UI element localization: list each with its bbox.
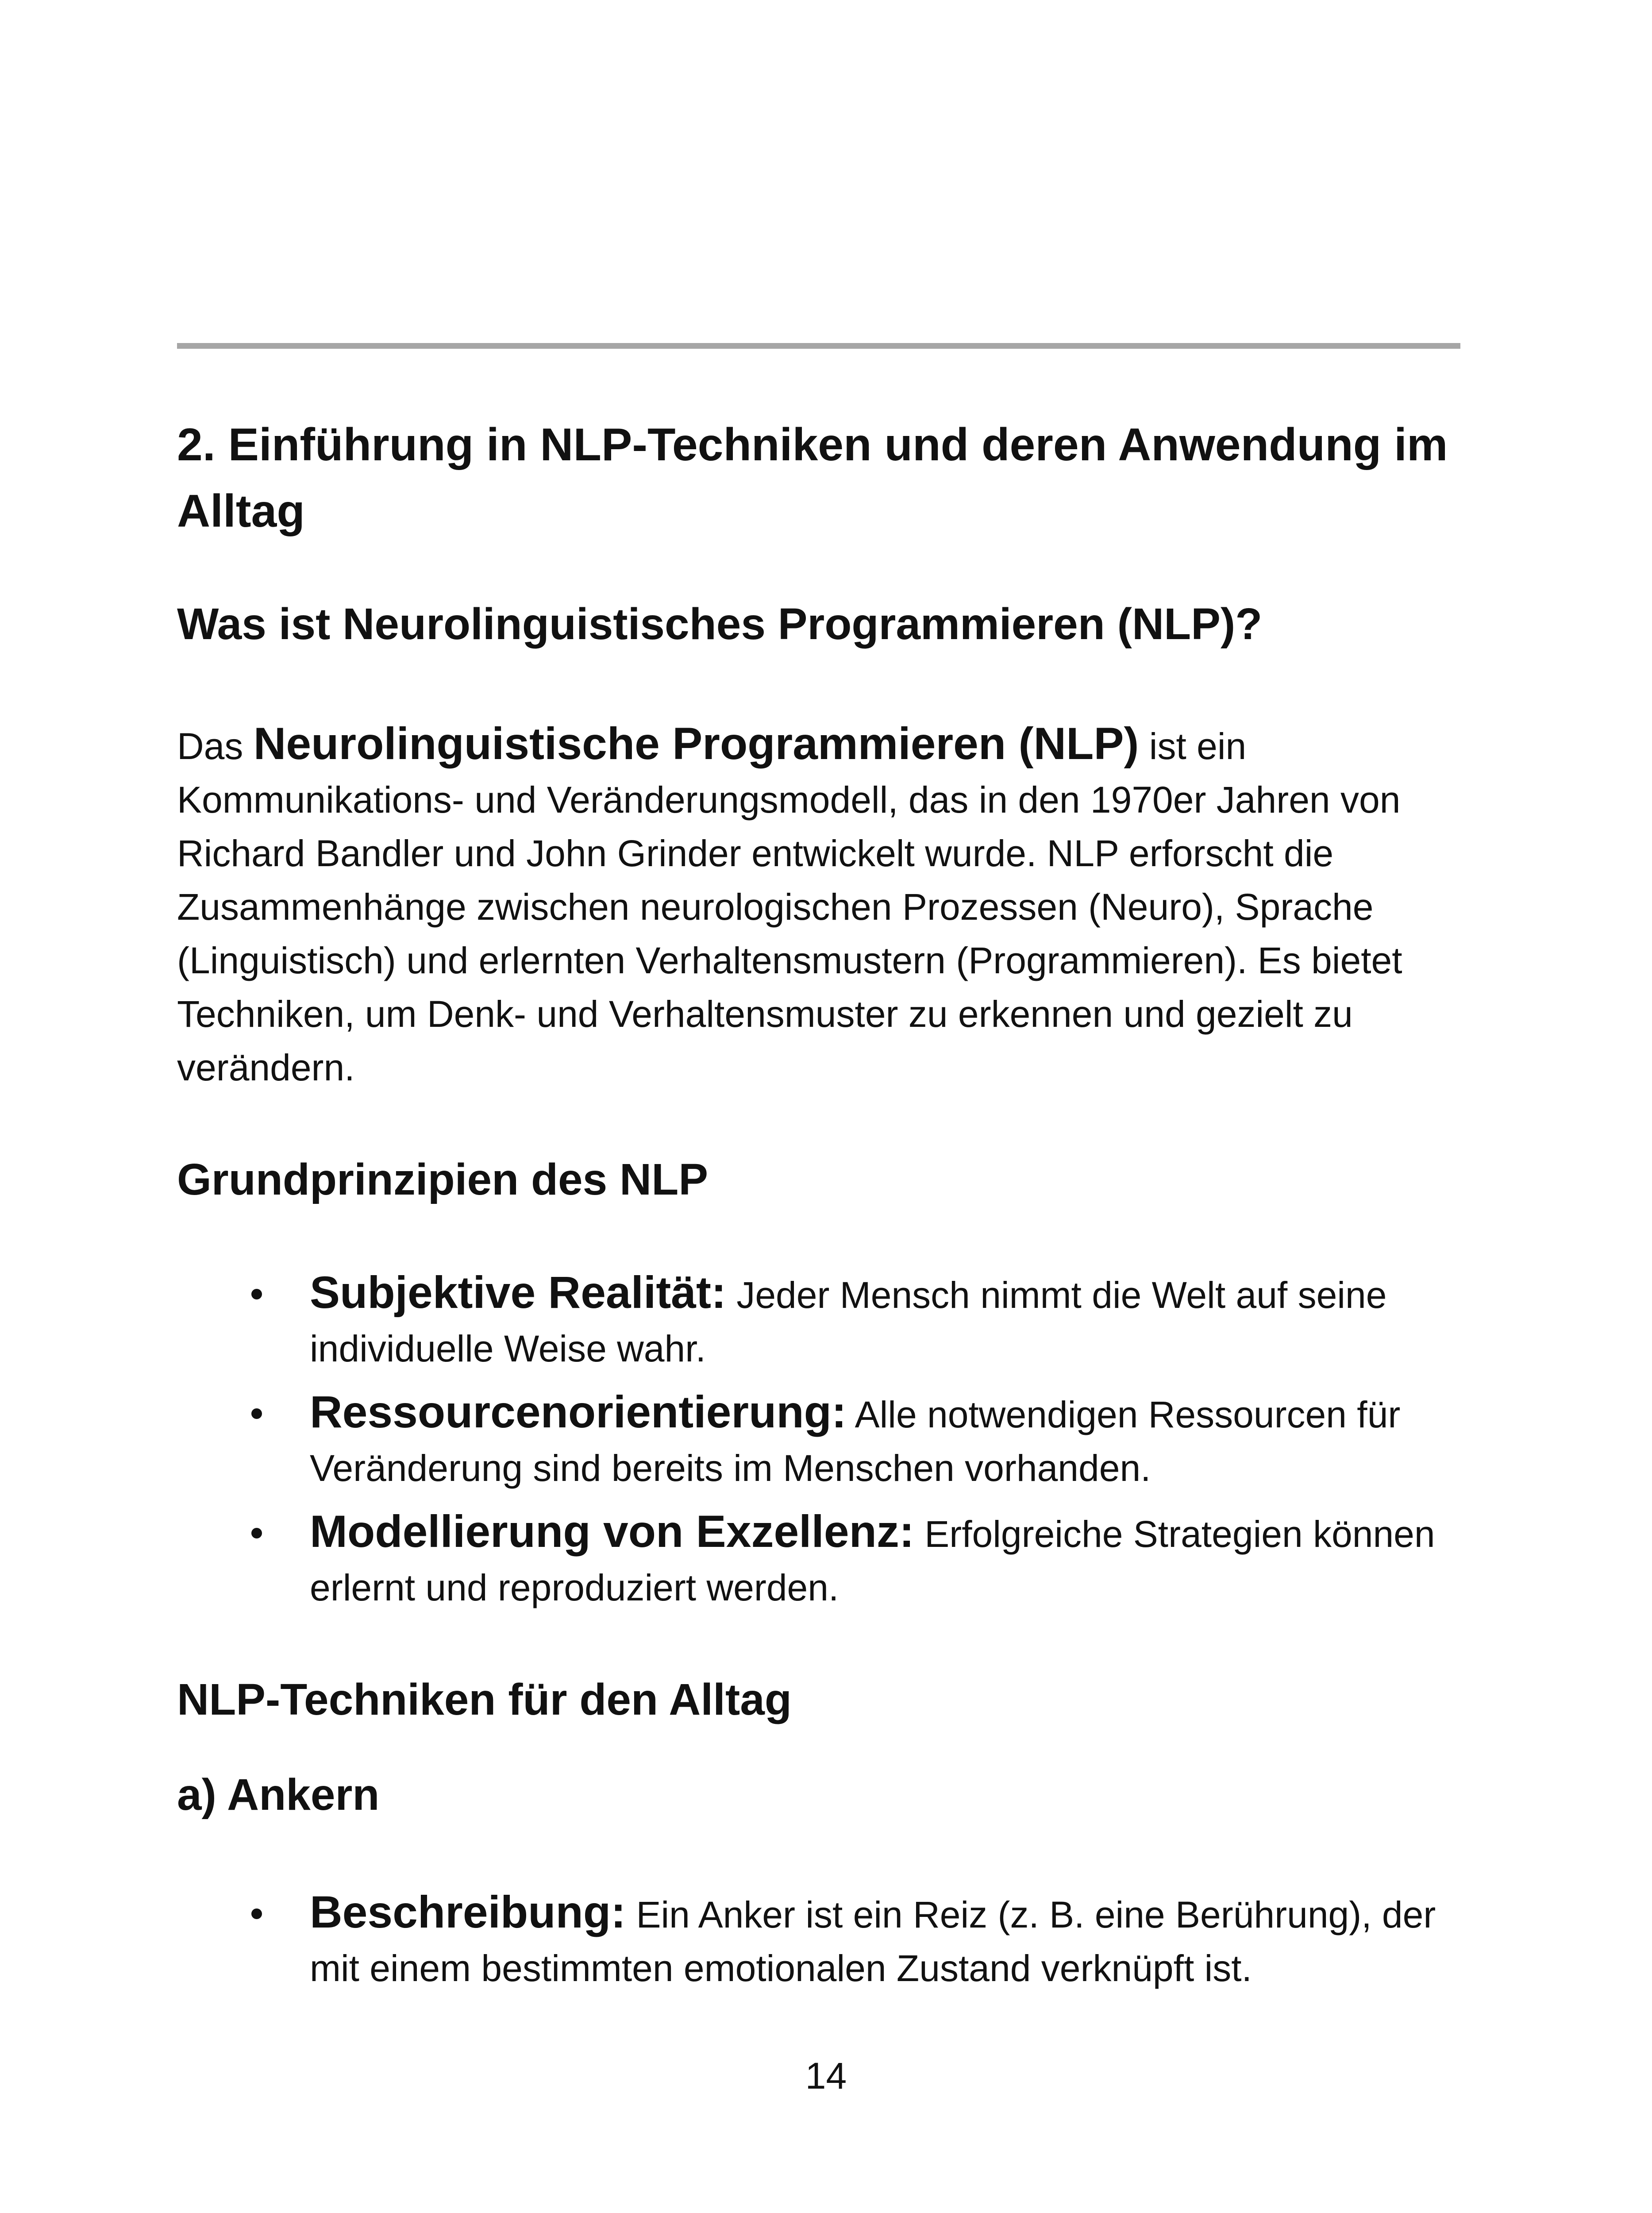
- intro-term: Neurolinguistische Programmieren (NLP): [253, 718, 1139, 769]
- list-item: [177, 1385, 1487, 1495]
- section-heading-principles: Grundprinzipien des NLP: [177, 1155, 709, 1204]
- list-item-text: Erfolgreiche Strategien können erlernt und reproduziert werden.: [310, 1513, 1435, 1608]
- list-item: [177, 1266, 1487, 1376]
- bullet-icon: [251, 1289, 262, 1299]
- page-number: 14: [805, 2055, 847, 2097]
- bullet-icon: [251, 1528, 262, 1538]
- intro-text: ist ein Kommunikations- und Veränderungsmodell, das in den 1970er Jahren von Richard Bandler und John Grinder entwickelt wurde. NLP erforscht die Zusammenhänge zwischen neurologischen Prozessen (Neuro), Sprache (Linguistisch) und erlernten Verhaltensmustern (Programmieren). Es bietet Techniken, um Denk- und Verhaltensmuster zu erkennen und gezielt zu verändern.: [177, 725, 1402, 1088]
- list-item: [177, 1885, 1487, 1995]
- section-heading-what-is-nlp: Was ist Neurolinguistisches Programmieren (NLP)?: [177, 599, 1263, 649]
- list-item-term: Ressourcenorientierung:: [310, 1387, 847, 1437]
- list-item-text: Alle notwendigen Ressourcen für Veränderung sind bereits im Menschen vorhanden.: [310, 1394, 1401, 1489]
- bullet-icon: [251, 1408, 262, 1419]
- principles-list: [177, 1266, 1487, 1624]
- section-heading-techniques: NLP-Techniken für den Alltag: [177, 1675, 792, 1724]
- list-item-text: Jeder Mensch nimmt die Welt auf seine individuelle Weise wahr.: [310, 1274, 1387, 1369]
- list-item-term: Modellierung von Exzellenz:: [310, 1506, 914, 1557]
- horizontal-rule: [177, 343, 1460, 349]
- chapter-title: 2. Einführung in NLP-Techniken und deren Anwendung im Alltag: [177, 419, 1448, 537]
- subsection-heading-ankern: a) Ankern: [177, 1770, 380, 1820]
- list-item: [177, 1505, 1487, 1615]
- list-item-text: Ein Anker ist ein Reiz (z. B. eine Berührung), der mit einem bestimmten emotionalen Zustand verknüpft ist.: [310, 1894, 1436, 1989]
- intro-paragraph: [177, 717, 1487, 1095]
- ankern-list: [177, 1885, 1487, 2005]
- list-item-term: Beschreibung:: [310, 1887, 626, 1937]
- list-item-term: Subjektive Realität:: [310, 1267, 726, 1318]
- bullet-icon: [251, 1908, 262, 1919]
- intro-prefix: Das: [177, 725, 243, 767]
